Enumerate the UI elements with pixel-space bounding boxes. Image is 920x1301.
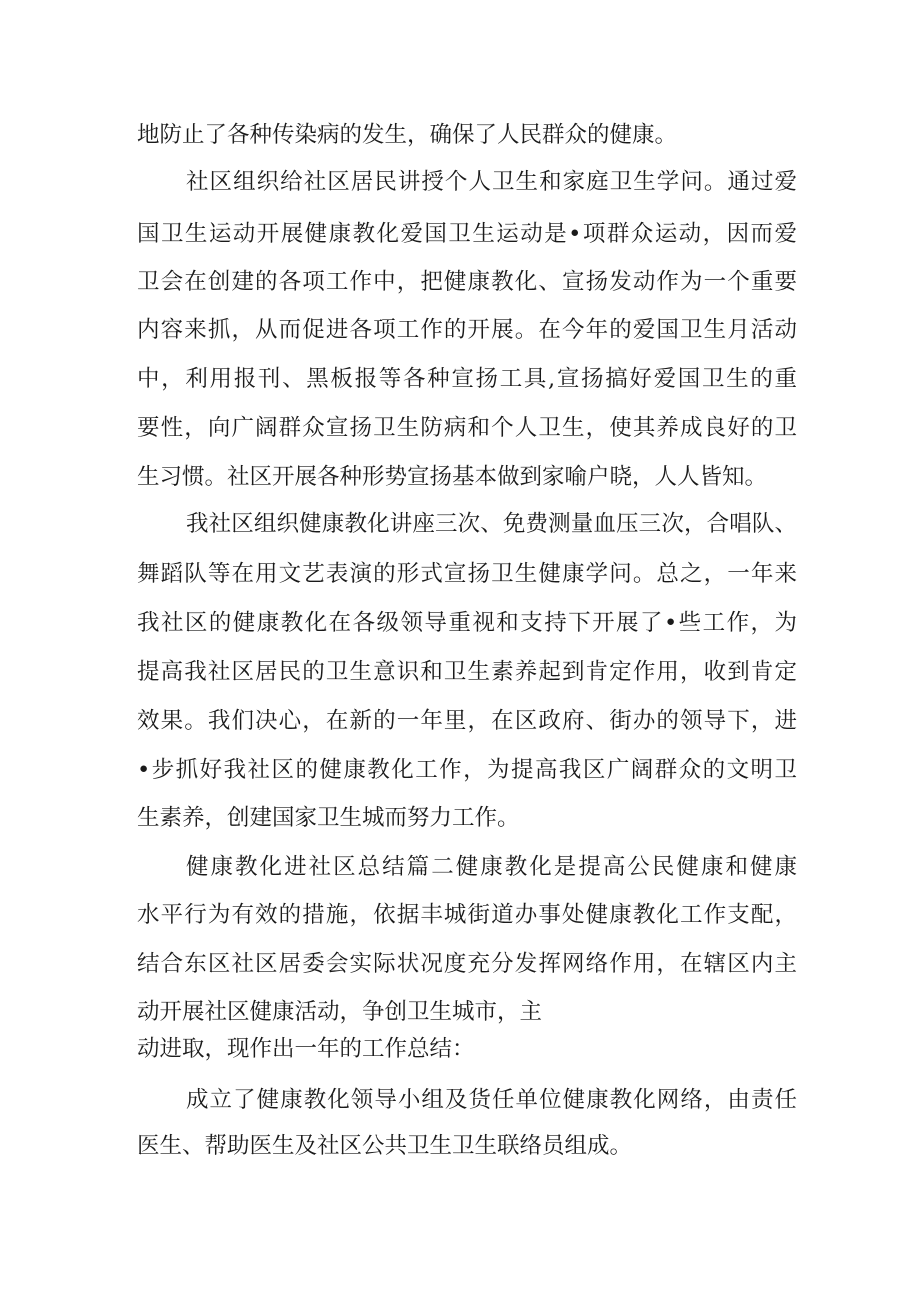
text-line: 我社区的健康教化在各级领导重视和支持下开展了•些工作，为 bbox=[137, 610, 797, 636]
text-line: 水平行为有效的措施，依据丰城街道办事处健康教化工作支配， bbox=[137, 902, 797, 928]
text-line: 要性，向广阔群众宣扬卫生防病和个人卫生，使其养成良好的卫 bbox=[137, 415, 797, 441]
text-line: 效果。我们决心，在新的一年里，在区政府、街办的领导下，进 bbox=[137, 708, 797, 734]
text-line: 健康教化进社区总结篇二健康教化是提高公民健康和健康 bbox=[186, 854, 797, 880]
text-line: 动进取，现作出一年的工作总结： bbox=[137, 1036, 475, 1062]
text-line: 内容来抓，从而促进各项工作的开展。在今年的爱国卫生月活动 bbox=[137, 317, 797, 343]
text-line: 医生、帮助医生及社区公共卫生卫生联络员组成。 bbox=[137, 1133, 633, 1159]
text-line: 成立了健康教化领导小组及货任单位健康教化网络，由责任 bbox=[186, 1087, 797, 1113]
text-line: 生习惯。社区开展各种形势宣扬基本做到家喻户晓，人人皆知。 bbox=[137, 464, 768, 490]
text-line: 国卫生运动开展健康教化爱国卫生运动是•项群众运动，因而爱 bbox=[137, 221, 797, 247]
text-line: 地防止了各种传染病的发生，确保了人民群众的健康。 bbox=[137, 122, 678, 148]
text-line: •步抓好我社区的健康教化工作，为提高我区广阔群众的文明卫 bbox=[137, 757, 797, 783]
text-line: 提高我社区居民的卫生意识和卫生素养起到肯定作用，收到肯定 bbox=[137, 659, 797, 685]
text-line: 中，利用报刊、黑板报等各种宣扬工具,宣扬搞好爱国卫生的重 bbox=[137, 366, 797, 392]
text-line: 舞蹈队等在用文艺表演的形式宣扬卫生健康学问。总之，一年来 bbox=[137, 561, 797, 587]
text-line: 我社区组织健康教化讲座三次、免费测量血压三次，合唱队、 bbox=[186, 511, 797, 537]
text-line: 动开展社区健康活动，争创卫生城市，主 bbox=[137, 999, 543, 1025]
text-line: 生素养，创建国家卫生城而努力工作。 bbox=[137, 805, 520, 831]
text-line: 社区组织给社区居民讲授个人卫生和家庭卫生学问。通过爱 bbox=[186, 169, 797, 195]
text-line: 结合东区社区居委会实际状况度充分发挥网络作用，在辖区内主 bbox=[137, 951, 797, 977]
text-line: 卫会在创建的各项工作中，把健康教化、宣扬发动作为一个重要 bbox=[137, 269, 797, 295]
